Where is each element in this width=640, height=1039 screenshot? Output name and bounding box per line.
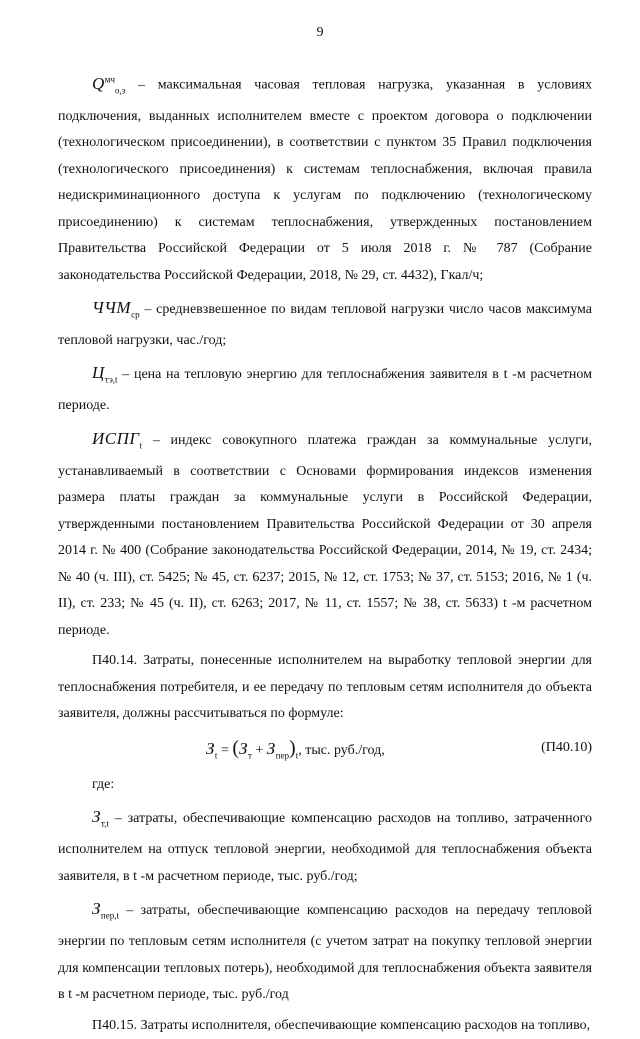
symbol-z-t: $З_{т,t}$ (92, 807, 109, 826)
page-number: 9 (0, 20, 640, 47)
formula-p40-10 (58, 728, 592, 768)
paragraph-p40-14: П40.14. Затраты, понесенные исполнителем на выработку тепловой энергии для теплоснабжения потребителя, и ее передачу по тепловым сетям исполнителя до объекта заявителя, должны рассчитываться по формуле: (58, 648, 592, 728)
definition-text: – цена на тепловую энергию для теплоснабжения заявителя в t -м расчетном периоде. (58, 367, 592, 413)
symbol-chchm: $ЧЧМ_{ср}$ (92, 298, 140, 317)
symbol-q: $Q^{мч}_{о,з}$ (92, 74, 125, 93)
definition-q-max-load (58, 66, 592, 289)
definition-z-transfer (58, 896, 592, 1008)
symbol-z-per: $З_{пер,t}$ (92, 899, 119, 918)
definition-text: – индекс совокупного платежа граждан за коммунальные услуги, устанавливаемый в соответствии с Основами формирования индексов изменения размера платы граждан за коммунальные услуги в Российской Федерации, утвержденными постановлением Правительства Российской Федерации от 30 апреля 2014 г. № 400 (Собрание законодательства Российской Федерации, 2014, № 19, ст. 2434; № 40 (ч. III), ст. 5425; № 45, ст. 6237; 2015, № 12, ст. 1753; № 37, ст. 5153; 2016, № 1 (ч. II), ст. 233; № 45 (ч. II), ст. 6263; 2017, № 11, ст. 1557; № 38, ст. 5633) t -м расчетном периоде. (58, 433, 592, 638)
formula-term-transfer: $З_{пер}$ (267, 739, 289, 758)
formula-lhs: $З_t$ (206, 739, 217, 758)
formula-number: (П40.10) (541, 728, 592, 768)
symbol-ts: $Ц_{тэ,t}$ (92, 363, 118, 382)
symbol-ispg: $ИСПГ_t$ (92, 429, 142, 448)
definition-chchm (58, 295, 592, 354)
definition-z-fuel (58, 804, 592, 890)
where-label: где: (58, 772, 592, 799)
paragraph-p40-15: П40.15. Затраты исполнителя, обеспечивающие компенсацию расходов на топливо, (58, 1013, 592, 1039)
definition-text: – средневзвешенное по видам тепловой нагрузки число часов максимума тепловой нагрузки, час./год; (58, 302, 592, 348)
page-content (58, 66, 592, 1039)
definition-ispg (58, 426, 592, 644)
formula-unit: , тыс. руб./год, (298, 743, 385, 758)
definition-text: – максимальная часовая тепловая нагрузка, указанная в условиях подключения, выданных исполнителем вместе с проектом договора о подключении (технологическом присоединении), в соответствии с пунктом 35 Правил подключения (технологического присоединения) к системам теплоснабжения, включая правила недискриминационного доступа к услугам по подключению (технологическому присоединению) к системам теплоснабжения, утвержденных постановлением Правительства Российской Федерации от 5 июля 2018 г. № 787 (Собрание законодательства Российской Федерации, 2018, № 29, ст. 4432), Гкал/ч; (58, 78, 592, 283)
formula-term-fuel: $З_т$ (239, 739, 252, 758)
definition-text: – затраты, обеспечивающие компенсацию расходов на передачу тепловой энергии по тепловым сетям исполнителя (с учетом затрат на покупку тепловой энергии для компенсации тепловых потерь), необходимой для теплоснабжения объекта заявителя в t -м расчетном периоде, тыс. руб./год (58, 903, 592, 1002)
definition-text: – затраты, обеспечивающие компенсацию расходов на топливо, затраченного исполнителем на отпуск тепловой энергии, необходимой для теплоснабжения объекта заявителя, в t -м расчетном периоде, тыс. руб./год; (58, 811, 592, 883)
formula-expression: $З_t = (З_т + З_{пер})_t$, тыс. руб./год, (206, 728, 385, 775)
definition-price (58, 360, 592, 419)
